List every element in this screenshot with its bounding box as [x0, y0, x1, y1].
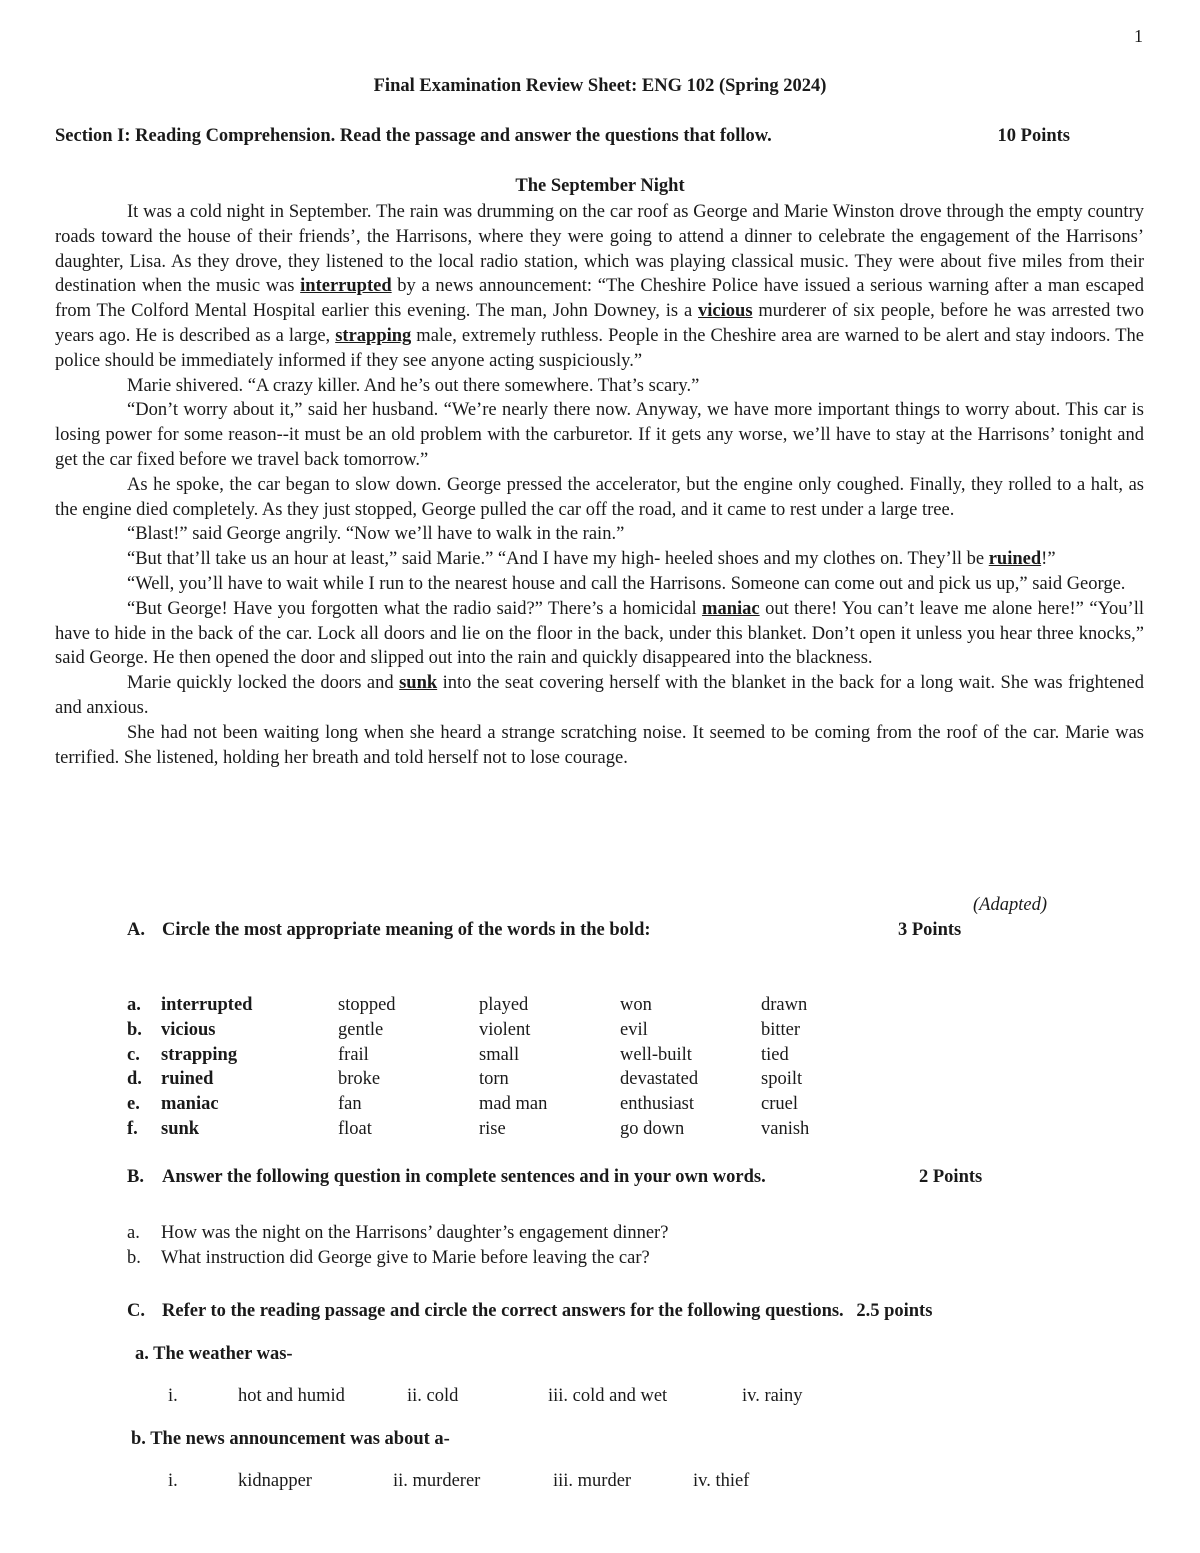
- answer-option[interactable]: won: [620, 995, 652, 1015]
- answer-option[interactable]: rise: [479, 1118, 506, 1139]
- part-b-questions: [127, 1221, 668, 1271]
- answer-option[interactable]: float: [338, 1118, 372, 1139]
- answer-option[interactable]: evil: [620, 1019, 648, 1040]
- answer-option[interactable]: small: [479, 1044, 520, 1065]
- answer-option[interactable]: kidnapper: [238, 1471, 312, 1491]
- answer-option[interactable]: ii. cold: [407, 1386, 459, 1406]
- question-stem: b. The news announcement was about a-: [131, 1429, 450, 1449]
- section-heading-text: Section I: Reading Comprehension. Read the passage and answer the questions that follow.: [55, 126, 772, 146]
- adapted-note: (Adapted): [973, 895, 1047, 915]
- story-title: The September Night: [515, 176, 685, 196]
- mc-options: [168, 1471, 749, 1492]
- part-a-points: 3 Points: [898, 920, 962, 940]
- answer-option[interactable]: mad man: [479, 1094, 548, 1115]
- passage: [55, 200, 1144, 770]
- vocab-word-sunk: sunk: [399, 673, 438, 694]
- answer-option[interactable]: hot and humid: [238, 1386, 345, 1406]
- answer-option[interactable]: iii. cold and wet: [548, 1386, 668, 1406]
- answer-option[interactable]: bitter: [761, 1019, 801, 1040]
- vocab-word-interrupted: interrupted: [300, 276, 392, 297]
- list-item: a. How was the night on the Harrisons’ daughter’s engagement dinner?: [127, 1223, 669, 1243]
- answer-option[interactable]: played: [479, 995, 529, 1015]
- paragraph-8: “But George! Have you forgotten what the radio said?” There’s a homicidal maniac out there! You can’t leave me alone here!” “You’ll have to hide in the back of the car. Lock all doors and lie on the floor in the back, under this blanket. Don’t open it unless you hear three knocks,” said George. He then opened the door and slipped out into the rain and quickly disappeared into the blackness.: [55, 598, 1144, 669]
- vocab-row: b. vicious gentle violent evil bitter: [127, 1018, 902, 1043]
- answer-option[interactable]: ii. murderer: [393, 1471, 481, 1491]
- answer-option[interactable]: frail: [338, 1044, 369, 1065]
- answer-option[interactable]: vanish: [761, 1118, 810, 1139]
- answer-option[interactable]: iv. thief: [693, 1471, 750, 1491]
- part-c-heading: C. Refer to the reading passage and circle the correct answers for the following questions. 2.5 points: [127, 1301, 933, 1321]
- answer-option[interactable]: well-built: [620, 1044, 692, 1065]
- paragraph-9: Marie quickly locked the doors and sunk into the seat covering herself with the blanket in the back for a long wait. She was frightened and anxious.: [55, 673, 1144, 718]
- paragraph-1: It was a cold night in September. The rain was drumming on the car roof as George and Marie Winston drove through the empty country roads toward the house of their friends’, the Harrisons, where they were going to attend a dinner to celebrate the engagement of the Harrisons’ daughter, Lisa. As they drove, they listened to the local radio station, which was playing classical music. They were about five miles from their destination when the music was interrupted by a news announcement: “The Cheshire Police have issued a serious warning after a man escaped from The Colford Mental Hospital earlier this evening. The man, John Downey, is a vicious murderer of six people, before he was arrested two years ago. He is described as a large, strapping male, extremely ruthless. People in the Cheshire area are warned to be alert and stay indoors. The police should be immediately informed if they see anyone acting suspiciously.”: [55, 202, 1144, 371]
- paragraph-7: “Well, you’ll have to wait while I run to the nearest house and call the Harrisons. Someone can come out and pick us up,” said George.: [127, 573, 1126, 594]
- answer-option[interactable]: stopped: [338, 995, 396, 1015]
- answer-option[interactable]: torn: [479, 1069, 509, 1090]
- vocab-row: d. ruined broke torn devastated spoilt: [127, 1067, 902, 1092]
- answer-option[interactable]: cruel: [761, 1094, 798, 1115]
- answer-option[interactable]: go down: [620, 1118, 685, 1139]
- paragraph-4: As he spoke, the car began to slow down. George pressed the accelerator, but the engine only coughed. Finally, they rolled to a halt, as the engine died completely. As they just stopped, George pulled the car off the road, and it came to rest under a large tree.: [55, 474, 1144, 520]
- part-c-points: 2.5 points: [856, 1301, 933, 1321]
- page-title: Final Examination Review Sheet: ENG 102 (Spring 2024): [373, 76, 827, 96]
- paragraph-3: “Don’t worry about it,” said her husband. “We’re nearly there now. Anyway, we have more important things to worry about. This car is losing power for some reason--it must be an old problem with the carburetor. If it gets any worse, we’ll have to stay at the Harrisons’ tonight and get the car fixed before we travel back tomorrow.”: [55, 400, 1144, 470]
- list-item: b. What instruction did George give to Marie before leaving the car?: [127, 1248, 650, 1268]
- question-stem: a. The weather was-: [135, 1344, 293, 1364]
- paragraph-10: She had not been waiting long when she heard a strange scratching noise. It seemed to be coming from the roof of the car. Marie was terrified. She listened, holding her breath and told herself not to lose courage.: [55, 722, 1144, 768]
- section-points: 10 Points: [997, 126, 1070, 146]
- paragraph-2: Marie shivered. “A crazy killer. And he’s out there somewhere. That’s scary.”: [127, 375, 700, 396]
- answer-option[interactable]: iv. rainy: [742, 1386, 803, 1406]
- paragraph-5: “Blast!” said George angrily. “Now we’ll have to walk in the rain.”: [127, 524, 625, 545]
- vocab-table: [127, 993, 902, 1142]
- answer-option[interactable]: fan: [338, 1094, 362, 1115]
- vocab-row: a. interrupted stopped played won drawn: [127, 993, 902, 1018]
- vocab-word-ruined: ruined: [988, 549, 1042, 570]
- answer-option[interactable]: iii. murder: [553, 1471, 632, 1491]
- vocab-word-vicious: vicious: [698, 301, 753, 322]
- answer-option[interactable]: drawn: [761, 995, 808, 1015]
- answer-option[interactable]: spoilt: [761, 1069, 803, 1090]
- answer-option[interactable]: broke: [338, 1069, 381, 1090]
- part-b-heading: B. Answer the following question in complete sentences and in your own words.: [127, 1167, 766, 1187]
- vocab-word-maniac: maniac: [702, 598, 760, 619]
- answer-option[interactable]: violent: [479, 1019, 531, 1040]
- option-numeral: i.: [168, 1386, 178, 1406]
- page-number: 1: [1134, 26, 1143, 46]
- vocab-row: c. strapping frail small well-built tied: [127, 1043, 902, 1068]
- section-heading: [55, 126, 1070, 147]
- vocab-row: f. sunk float rise go down vanish: [127, 1117, 902, 1142]
- answer-option[interactable]: tied: [761, 1044, 789, 1065]
- part-b-points: 2 Points: [919, 1167, 983, 1187]
- option-numeral: i.: [168, 1471, 178, 1491]
- answer-option[interactable]: gentle: [338, 1019, 384, 1040]
- answer-option[interactable]: devastated: [620, 1069, 699, 1090]
- vocab-word-strapping: strapping: [335, 325, 412, 346]
- part-a-heading: A. Circle the most appropriate meaning of the words in the bold:: [127, 920, 651, 940]
- paragraph-6: “But that’ll take us an hour at least,” said Marie.” “And I have my high- heeled shoes and my clothes on. They’ll be ruined!”: [127, 549, 1056, 570]
- answer-option[interactable]: enthusiast: [620, 1094, 694, 1115]
- mc-options: [168, 1386, 802, 1407]
- vocab-row: e. maniac fan mad man enthusiast cruel: [127, 1092, 902, 1117]
